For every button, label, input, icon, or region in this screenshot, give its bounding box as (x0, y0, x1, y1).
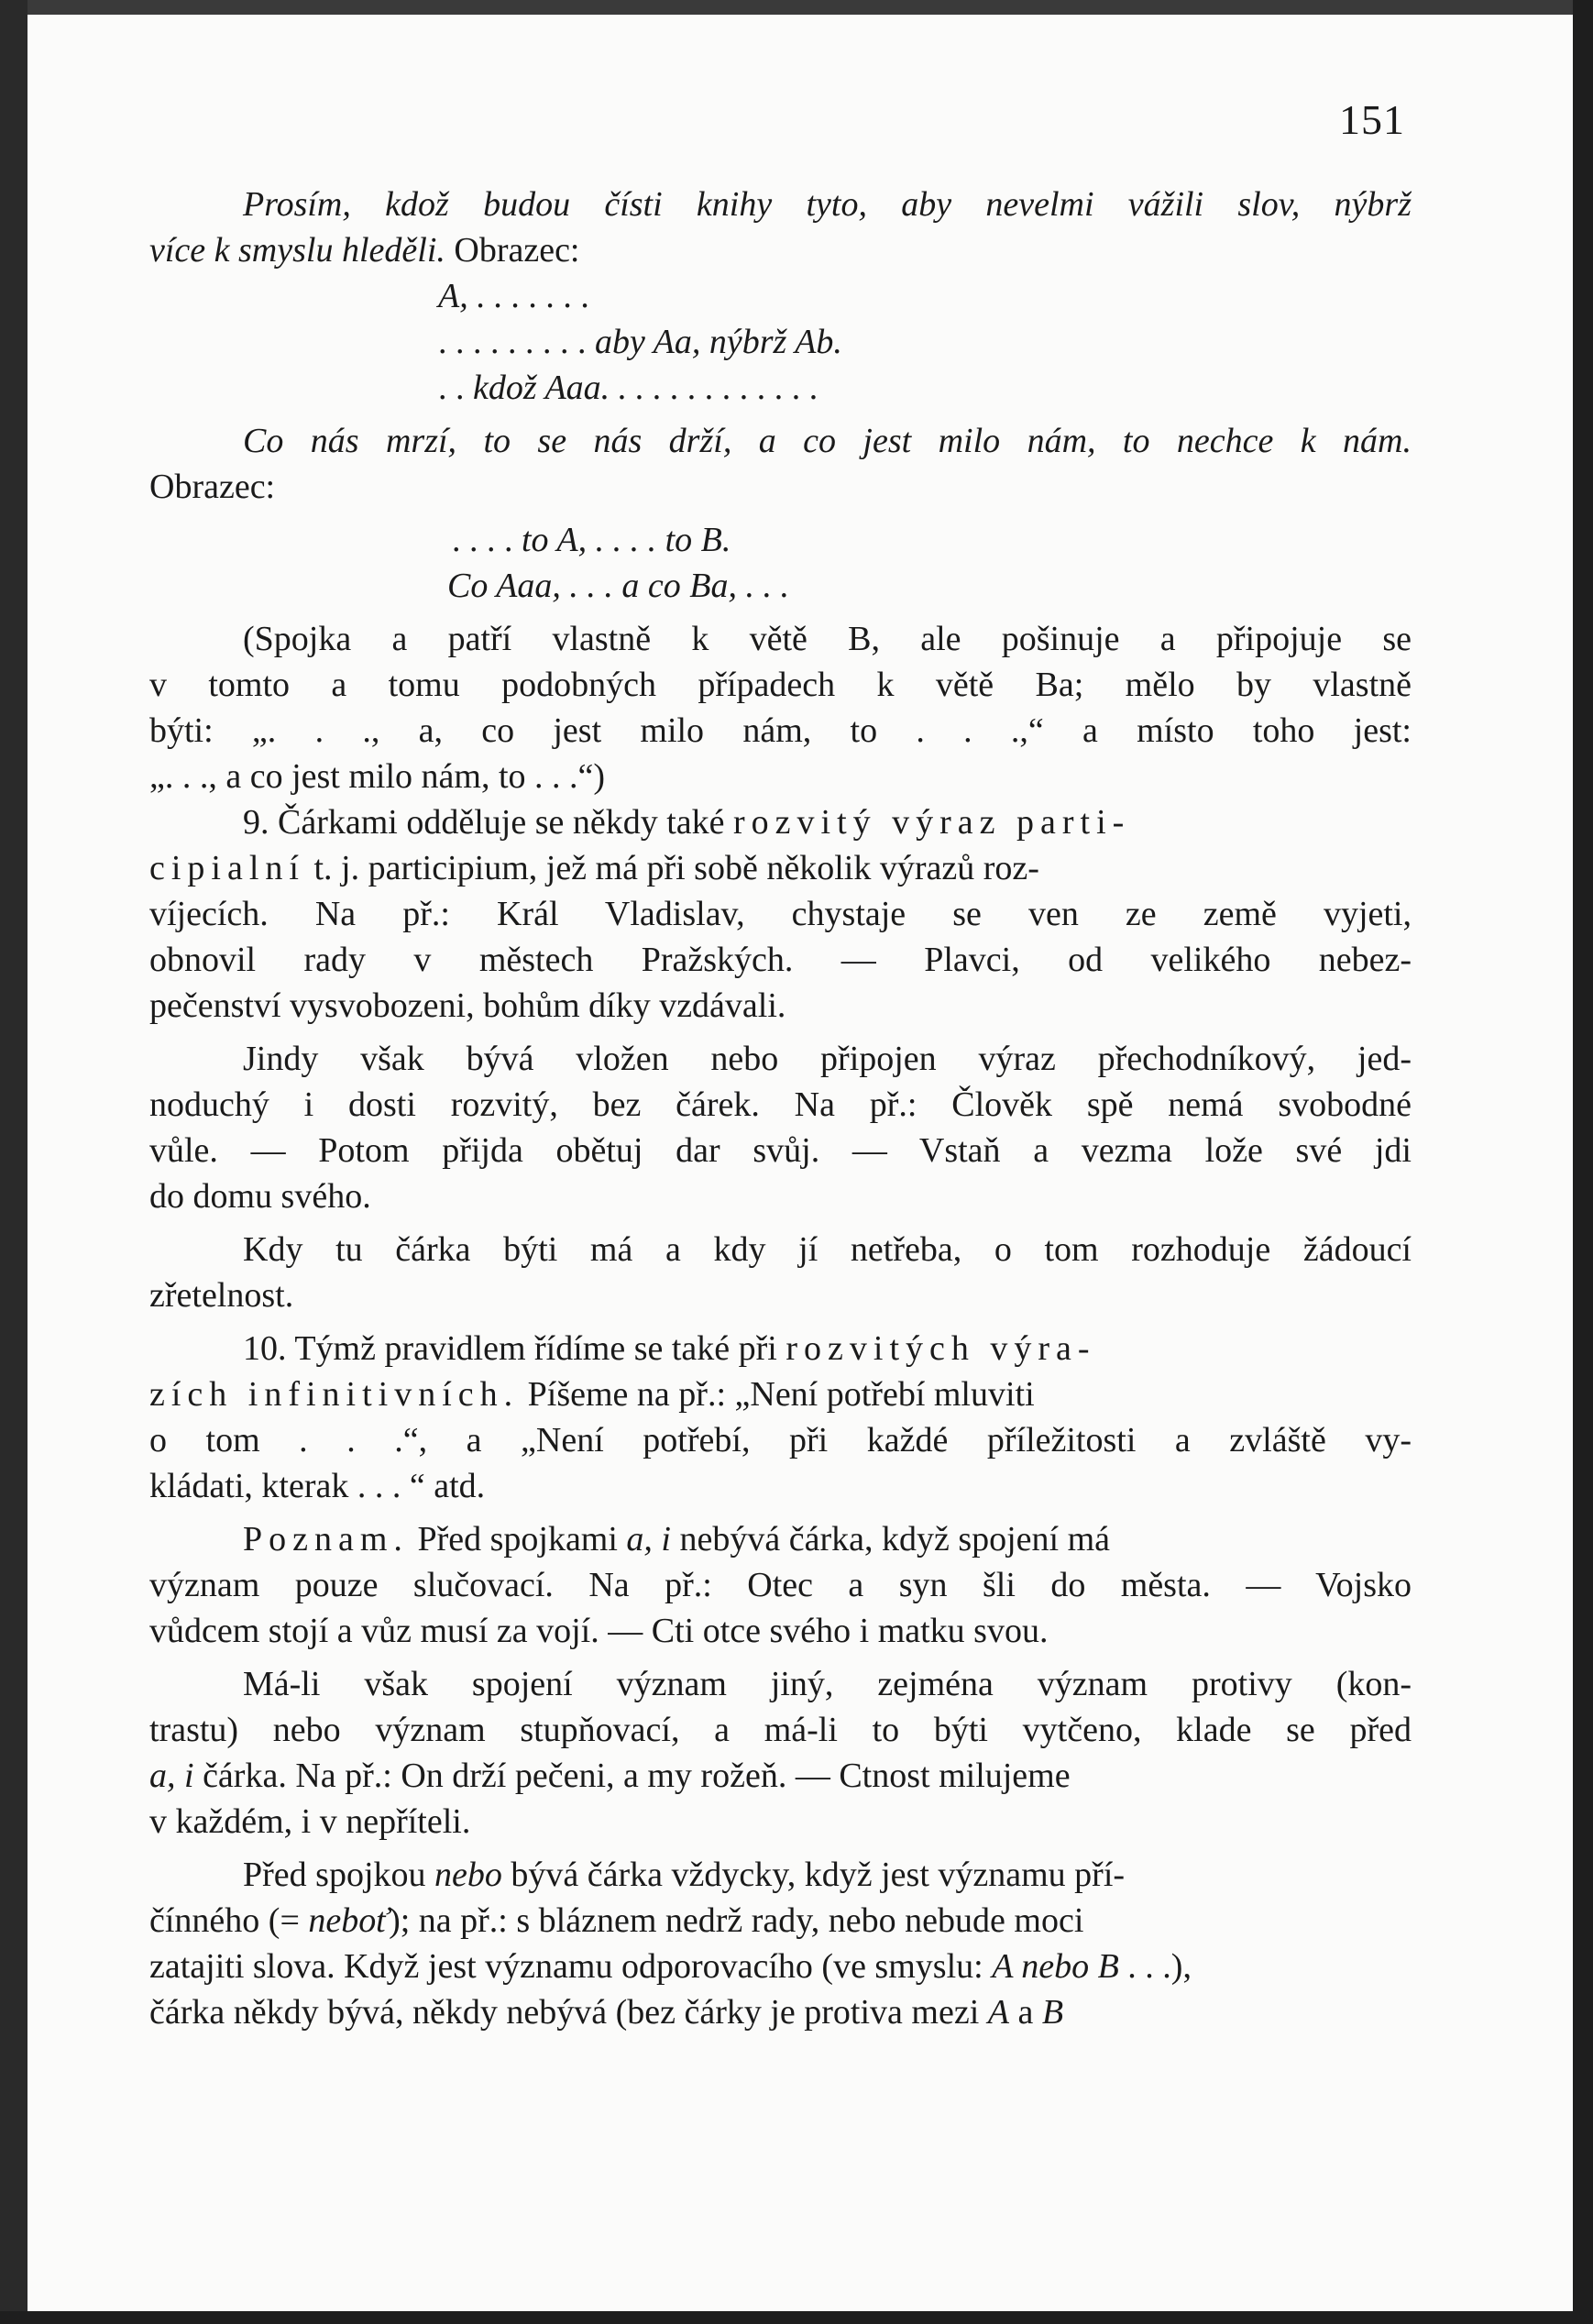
scan-edge-top (0, 0, 1593, 15)
text-line: zích infinitivních. Píšeme na př.: „Není potřebí mluviti (149, 1375, 1035, 1414)
text-line: Má-li však spojení význam jiný, zejména význam protivy (kon- (243, 1665, 1412, 1703)
text-line: čínného (= neboť); na př.: s bláznem nedrž rady, nebo nebude moci (149, 1901, 1084, 1940)
text-line: vůle. — Potom přijda obětuj dar svůj. — Vstaň a vezma lože své jdi (149, 1131, 1412, 1170)
schema-line: . . . . . . . . . aby Aa, nýbrž Ab. (438, 323, 842, 361)
text-line: trastu) nebo význam stupňovací, a má-li to býti vytčeno, klade se před (149, 1711, 1412, 1749)
schema-line: Co Aaa, . . . a co Ba, . . . (447, 567, 789, 605)
text-line: Kdy tu čárka býti má a kdy jí netřeba, o tom rozhoduje žádoucí (243, 1230, 1412, 1269)
text-line: Prosím, kdož budou čísti knihy tyto, aby nevelmi vážili slov, nýbrž (243, 185, 1412, 224)
text-line: zřetelnost. (149, 1276, 294, 1315)
text-line: o tom . . .“, a „Není potřebí, při každé příležitosti a zvláště vy- (149, 1421, 1412, 1459)
text-line: „. . ., a co jest milo nám, to . . .“) (149, 757, 606, 796)
schema-line: . . kdož Aaa. . . . . . . . . . . . . (438, 369, 819, 407)
text-line: význam pouze slučovací. Na př.: Otec a syn šli do města. — Vojsko (149, 1566, 1412, 1604)
text-line: 10. Týmž pravidlem řídíme se také při rozvitých výra- (243, 1329, 1096, 1368)
text-line: Před spojkou nebo bývá čárka vždycky, když jest významu pří- (243, 1856, 1126, 1894)
text-line: Poznam. Před spojkami a, i nebývá čárka, když spojení má (243, 1520, 1111, 1559)
scan-edge-left (0, 0, 27, 2324)
text-line: do domu svého. (149, 1177, 371, 1216)
text-line: v tomto a tomu podobných případech k větě Ba; mělo by vlastně (149, 666, 1412, 704)
text-line: Jindy však bývá vložen nebo připojen výraz přechodníkový, jed- (243, 1040, 1412, 1078)
body-text (149, 182, 1412, 2035)
scan-edge-right (1573, 0, 1593, 2324)
text-line: pečenství vysvobozeni, bohům díky vzdávali. (149, 986, 786, 1025)
text-line: 9. Čárkami odděluje se někdy také rozvitý výraz parti- (243, 803, 1131, 842)
text-line: cipialní t. j. participium, jež má při sobě několik výrazů roz- (149, 849, 1039, 887)
text-line: zatajiti slova. Když jest významu odporovacího (ve smyslu: A nebo B . . .), (149, 1947, 1192, 1986)
text-line: víjecích. Na př.: Král Vladislav, chystaje se ven ze země vyjeti, (149, 895, 1412, 933)
text-line: a, i čárka. Na př.: On drží pečeni, a my rožeň. — Ctnost milujeme (149, 1757, 1071, 1795)
text-line: v každém, i v nepříteli. (149, 1802, 471, 1841)
text-line: Obrazec: (149, 468, 276, 506)
text-line: noduchý i dosti rozvitý, bez čárek. Na př.: Člověk spě nemá svobodné (149, 1085, 1412, 1124)
text-line: Co nás mrzí, to se nás drží, a co jest milo nám, to nechce k nám. (243, 422, 1412, 460)
scan-edge-bottom (0, 2311, 1593, 2324)
text-line: vůdcem stojí a vůz musí za vojí. — Cti otce svého i matku svou. (149, 1612, 1049, 1650)
schema-line: . . . . to A, . . . . to B. (452, 521, 731, 559)
text-line: (Spojka a patří vlastně k větě B, ale pošinuje a připojuje se (243, 620, 1412, 658)
text-line: obnovil rady v městech Pražských. — Plavci, od velikého nebez- (149, 941, 1412, 979)
text-line: čárka někdy bývá, někdy nebývá (bez čárky je protiva mezi A a B (149, 1993, 1064, 2032)
text-line: více k smyslu hleděli. Obrazec: (149, 231, 580, 270)
page-number: 151 (1339, 96, 1405, 143)
schema-line: A, . . . . . . . (438, 277, 590, 315)
text-line: býti: „. . ., a, co jest milo nám, to . . .,“ a místo toho jest: (149, 711, 1412, 750)
text-line: kládati, kterak . . . “ atd. (149, 1467, 486, 1505)
